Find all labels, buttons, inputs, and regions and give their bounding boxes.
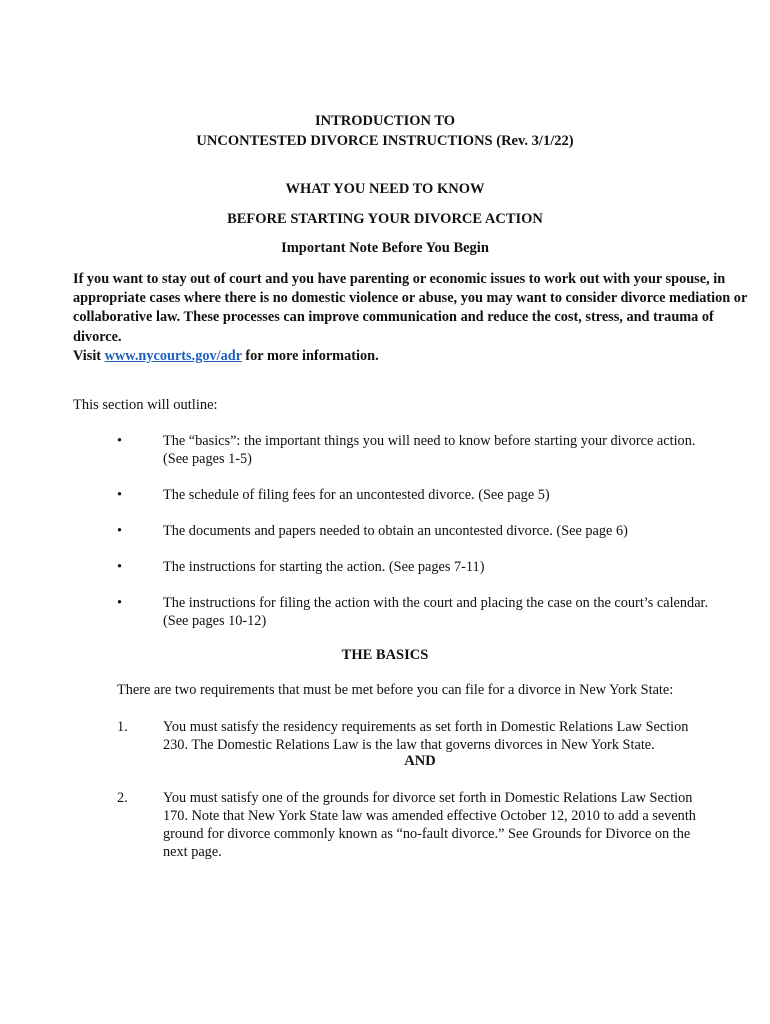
requirement-line: 170. Note that New York State law was amended effective October 12, 2010 to add a seventh: [163, 808, 696, 824]
list-item-line: (See pages 1-5): [163, 451, 252, 467]
requirement-number: 1.: [117, 719, 128, 735]
requirement-number: 2.: [117, 790, 128, 806]
visit-suffix: for more information.: [241, 347, 379, 364]
bullet: •: [117, 487, 123, 503]
visit-line: [73, 347, 753, 366]
and-separator: AND: [404, 753, 436, 769]
bullet: •: [117, 523, 123, 539]
heading-what-you-need: WHAT YOU NEED TO KNOW: [285, 181, 485, 197]
title-line-2: UNCONTESTED DIVORCE INSTRUCTIONS (Rev. 3/1/22): [196, 133, 574, 149]
title-line-1: INTRODUCTION TO: [314, 113, 456, 129]
requirement-line: You must satisfy one of the grounds for divorce set forth in Domestic Relations Law Section: [163, 790, 693, 806]
important-note-heading: Important Note Before You Begin: [281, 240, 489, 256]
adr-link[interactable]: www.nycourts.gov/adr: [104, 347, 242, 364]
basics-heading: THE BASICS: [341, 647, 429, 663]
bullet: •: [117, 559, 123, 575]
heading-before-starting: BEFORE STARTING YOUR DIVORCE ACTION: [227, 211, 543, 227]
list-item-line: The schedule of filing fees for an uncontested divorce. (See page 5): [163, 487, 550, 503]
intro-paragraph-block: [73, 270, 753, 366]
list-item-line: The instructions for filing the action with the court and placing the case on the court’s calendar.: [163, 595, 709, 611]
list-item-line: The documents and papers needed to obtain an uncontested divorce. (See page 6): [163, 523, 628, 539]
requirement-line: ground for divorce commonly known as “no-fault divorce.” See Grounds for Divorce on the: [163, 826, 691, 842]
outline-lead: This section will outline:: [73, 397, 218, 413]
bullet: •: [117, 433, 123, 449]
intro-paragraph: If you want to stay out of court and you have parenting or economic issues to work out with your spouse, in appropriate cases where there is no domestic violence or abuse, you may want to consider divorce mediation or collaborative law. These processes can improve communication and reduce the cost, stress, and trauma of divorce.: [73, 271, 748, 345]
requirement-line: next page.: [163, 844, 222, 860]
requirement-line: You must satisfy the residency requirements as set forth in Domestic Relations Law Section: [163, 719, 689, 735]
list-item-line: (See pages 10-12): [163, 613, 267, 629]
bullet: •: [117, 595, 123, 611]
requirement-line: 230. The Domestic Relations Law is the law that governs divorces in New York State.: [163, 737, 655, 753]
visit-prefix: Visit: [73, 347, 105, 364]
basics-lead: There are two requirements that must be met before you can file for a divorce in New York State:: [117, 682, 674, 698]
list-item-line: The “basics”: the important things you will need to know before starting your divorce action.: [163, 433, 696, 449]
list-item-line: The instructions for starting the action. (See pages 7-11): [163, 559, 485, 575]
